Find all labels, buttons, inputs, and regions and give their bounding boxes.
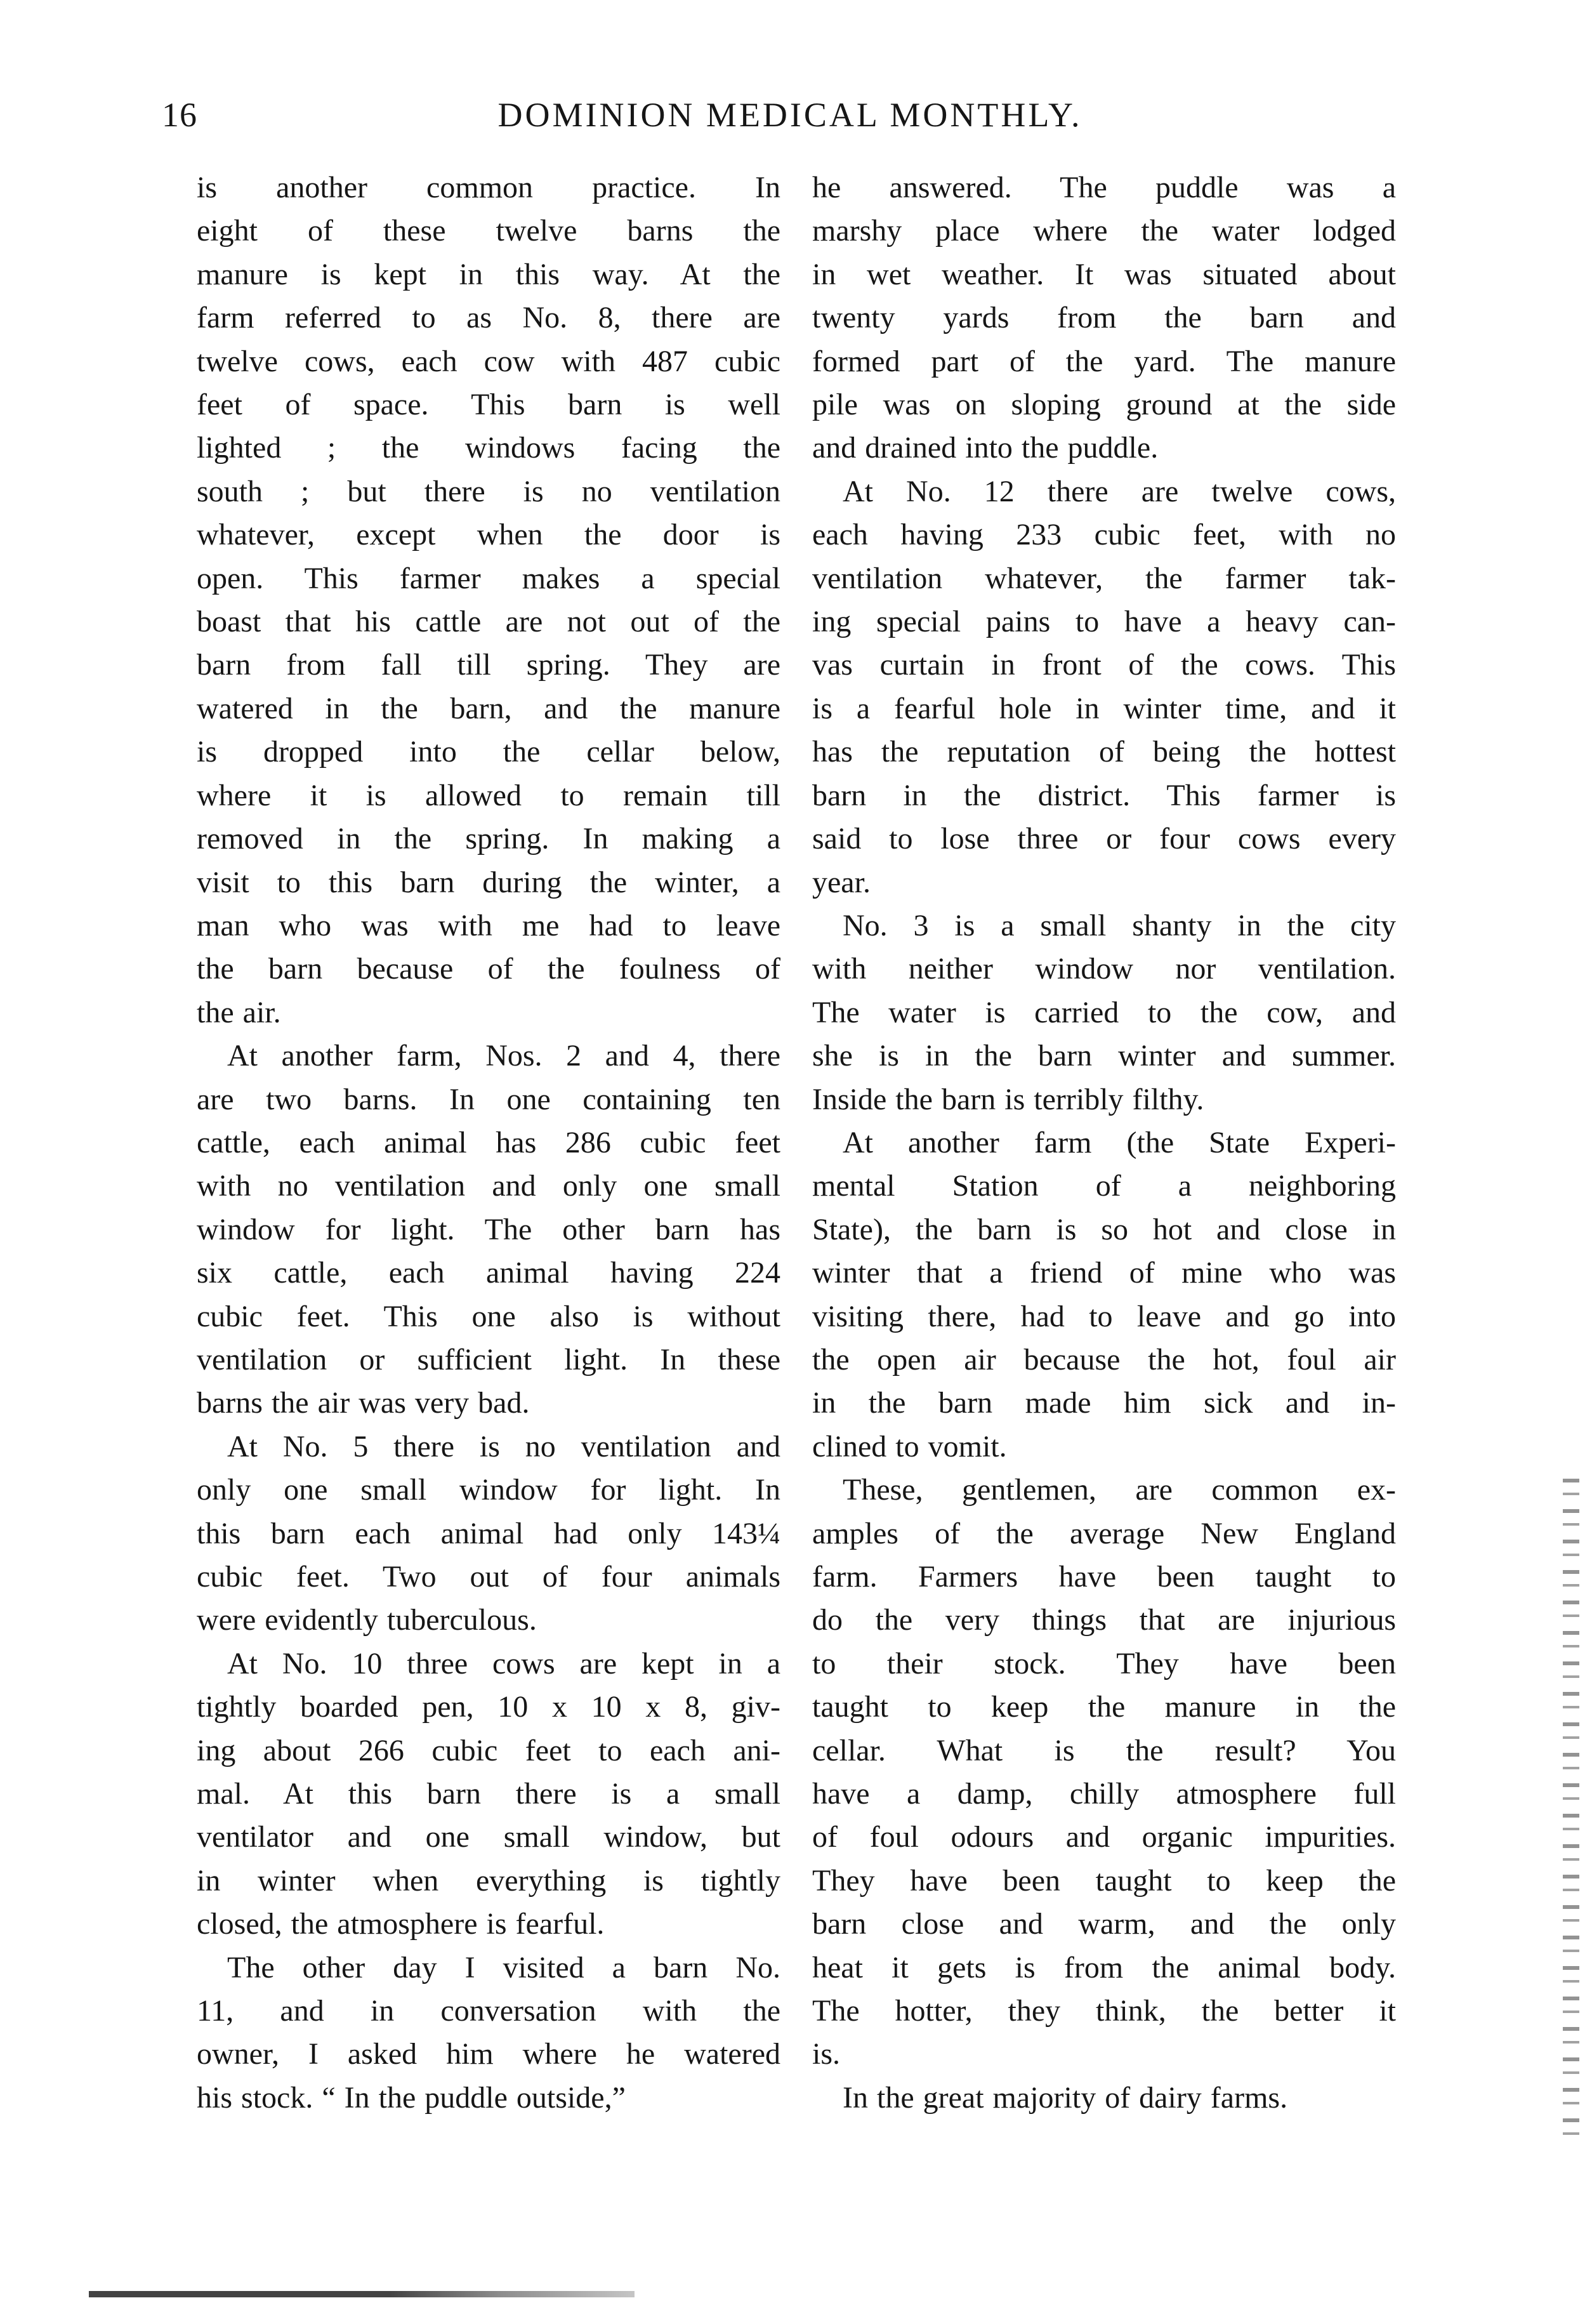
text-line: year. (812, 865, 871, 899)
text-line: window for light. The other barn has (197, 1212, 780, 1246)
paragraph (812, 1469, 1396, 2076)
text-line: manure is kept in this way. At the (197, 257, 780, 291)
text-line: each having 233 cubic feet, with no (812, 518, 1396, 552)
text-line: mental Station of a neighboring (812, 1169, 1396, 1203)
text-line: No. 3 is a small shanty in the city (843, 908, 1396, 942)
text-line: whatever, except when the door is (197, 518, 780, 552)
text-line: tightly boarded pen, 10 x 10 x 8, giv- (197, 1690, 780, 1724)
text-line: 11, and in conversation with the (197, 1994, 780, 2028)
paragraph (197, 1642, 780, 1946)
text-line: The other day I visited a barn No. (227, 1950, 780, 1984)
text-line: with neither window nor ventilation. (812, 952, 1396, 986)
text-line: is a fearful hole in winter time, and it (812, 691, 1396, 725)
text-line: In the great majority of dairy farms. (843, 2080, 1288, 2115)
text-line: this barn each animal had only 143¼ (197, 1516, 780, 1550)
text-line: visit to this barn during the winter, a (197, 865, 780, 899)
text-line: amples of the average New England (812, 1516, 1396, 1550)
left-text-column (197, 166, 780, 2120)
text-line: and drained into the puddle. (812, 431, 1159, 465)
text-line: in wet weather. It was situated about (812, 257, 1396, 291)
text-line: marshy place where the water lodged (812, 214, 1396, 248)
text-line: barn from fall till spring. They are (197, 648, 780, 682)
text-line: barn close and warm, and the only (812, 1907, 1396, 1941)
paragraph (812, 470, 1396, 904)
text-line: farm referred to as No. 8, there are (197, 301, 780, 335)
running-title: DOMINION MEDICAL MONTHLY. (497, 96, 1082, 134)
text-line: mal. At this barn there is a small (197, 1777, 780, 1811)
text-line: of foul odours and organic impurities. (812, 1820, 1396, 1854)
text-line: were evidently tuberculous. (197, 1603, 537, 1637)
text-line: his stock. “ In the puddle outside,” (197, 2080, 626, 2115)
text-line: heat it gets is from the animal body. (812, 1950, 1396, 1984)
text-line: the air. (197, 995, 281, 1029)
text-line: she is in the barn winter and summer. (812, 1039, 1396, 1073)
text-line: is another common practice. In (197, 171, 780, 204)
text-line: to their stock. They have been (812, 1646, 1396, 1680)
text-line: removed in the spring. In making a (197, 822, 780, 856)
text-line: At No. 5 there is no ventilation and (227, 1429, 780, 1463)
page-header (162, 95, 1418, 146)
text-line: is dropped into the cellar below, (197, 735, 780, 769)
text-line: State), the barn is so hot and close in (812, 1212, 1396, 1246)
text-line: lighted ; the windows facing the (197, 431, 780, 465)
text-line: man who was with me had to leave (197, 908, 780, 942)
text-line: watered in the barn, and the manure (197, 691, 780, 725)
text-line: ventilation whatever, the farmer tak- (812, 561, 1396, 595)
text-line: is. (812, 2037, 841, 2071)
text-line: in winter when everything is tightly (197, 1863, 780, 1898)
text-line: visiting there, had to leave and go into (812, 1299, 1396, 1333)
text-line: the open air because the hot, foul air (812, 1342, 1396, 1377)
text-line: At another farm, Nos. 2 and 4, there (227, 1039, 780, 1073)
paragraph (197, 1425, 780, 1642)
text-line: taught to keep the manure in the (812, 1690, 1396, 1724)
text-line: six cattle, each animal having 224 (197, 1256, 780, 1290)
right-text-column (812, 166, 1396, 2120)
text-line: pile was on sloping ground at the side (812, 388, 1396, 422)
text-line: twenty yards from the barn and (812, 301, 1396, 335)
paragraph (812, 1121, 1396, 1469)
text-line: twelve cows, each cow with 487 cubic (197, 344, 780, 378)
text-line: boast that his cattle are not out of the (197, 605, 780, 639)
text-line: cattle, each animal has 286 cubic feet (197, 1125, 780, 1159)
paragraph (197, 166, 780, 1034)
text-line: in the barn made him sick and in- (812, 1386, 1396, 1420)
paragraph (197, 1946, 780, 2120)
text-line: feet of space. This barn is well (197, 388, 780, 422)
text-line: cubic feet. Two out of four animals (197, 1560, 780, 1594)
text-line: eight of these twelve barns the (197, 214, 780, 248)
text-line: barns the air was very bad. (197, 1386, 530, 1420)
text-line: The water is carried to the cow, and (812, 995, 1396, 1029)
text-line: Inside the barn is terribly filthy. (812, 1082, 1204, 1116)
text-line: the barn because of the foulness of (197, 952, 780, 986)
text-line: cubic feet. This one also is without (197, 1299, 780, 1333)
text-line: where it is allowed to remain till (197, 778, 780, 812)
text-line: winter that a friend of mine who was (812, 1256, 1396, 1290)
paragraph (812, 166, 1396, 470)
text-line: ing special pains to have a heavy can- (812, 605, 1396, 639)
paragraph (812, 904, 1396, 1121)
text-line: owner, I asked him where he watered (197, 2037, 780, 2071)
text-line: At another farm (the State Experi- (843, 1125, 1396, 1159)
text-line: said to lose three or four cows every (812, 822, 1396, 856)
text-line: These, gentlemen, are common ex- (843, 1473, 1396, 1507)
text-line: closed, the atmosphere is fearful. (197, 1907, 605, 1941)
text-line: he answered. The puddle was a (812, 171, 1396, 204)
paragraph (812, 2076, 1396, 2120)
text-line: ing about 266 cubic feet to each ani- (197, 1733, 780, 1767)
text-line: do the very things that are injurious (812, 1603, 1396, 1637)
text-line: cellar. What is the result? You (812, 1733, 1396, 1767)
text-line: At No. 12 there are twelve cows, (843, 474, 1396, 508)
paragraph (197, 1034, 780, 1425)
text-line: has the reputation of being the hottest (812, 735, 1396, 769)
text-line: They have been taught to keep the (812, 1863, 1396, 1898)
text-line: vas curtain in front of the cows. This (812, 648, 1396, 682)
bottom-print-rule (89, 2291, 635, 2297)
text-line: clined to vomit. (812, 1429, 1007, 1463)
text-line: At No. 10 three cows are kept in a (227, 1646, 780, 1680)
page-number: 16 (162, 96, 197, 134)
text-line: ventilation or sufficient light. In these (197, 1342, 780, 1377)
text-line: formed part of the yard. The manure (812, 344, 1396, 378)
text-line: farm. Farmers have been taught to (812, 1560, 1396, 1594)
text-line: barn in the district. This farmer is (812, 778, 1396, 812)
text-line: ventilator and one small window, but (197, 1820, 780, 1854)
text-line: have a damp, chilly atmosphere full (812, 1777, 1396, 1811)
text-line: only one small window for light. In (197, 1473, 780, 1507)
edge-scan-artifact (1563, 1479, 1579, 2145)
text-line: The hotter, they think, the better it (812, 1994, 1396, 2028)
text-line: are two barns. In one containing ten (197, 1082, 780, 1116)
text-line: south ; but there is no ventilation (197, 474, 780, 508)
text-line: with no ventilation and only one small (197, 1169, 780, 1203)
text-line: open. This farmer makes a special (197, 561, 780, 595)
